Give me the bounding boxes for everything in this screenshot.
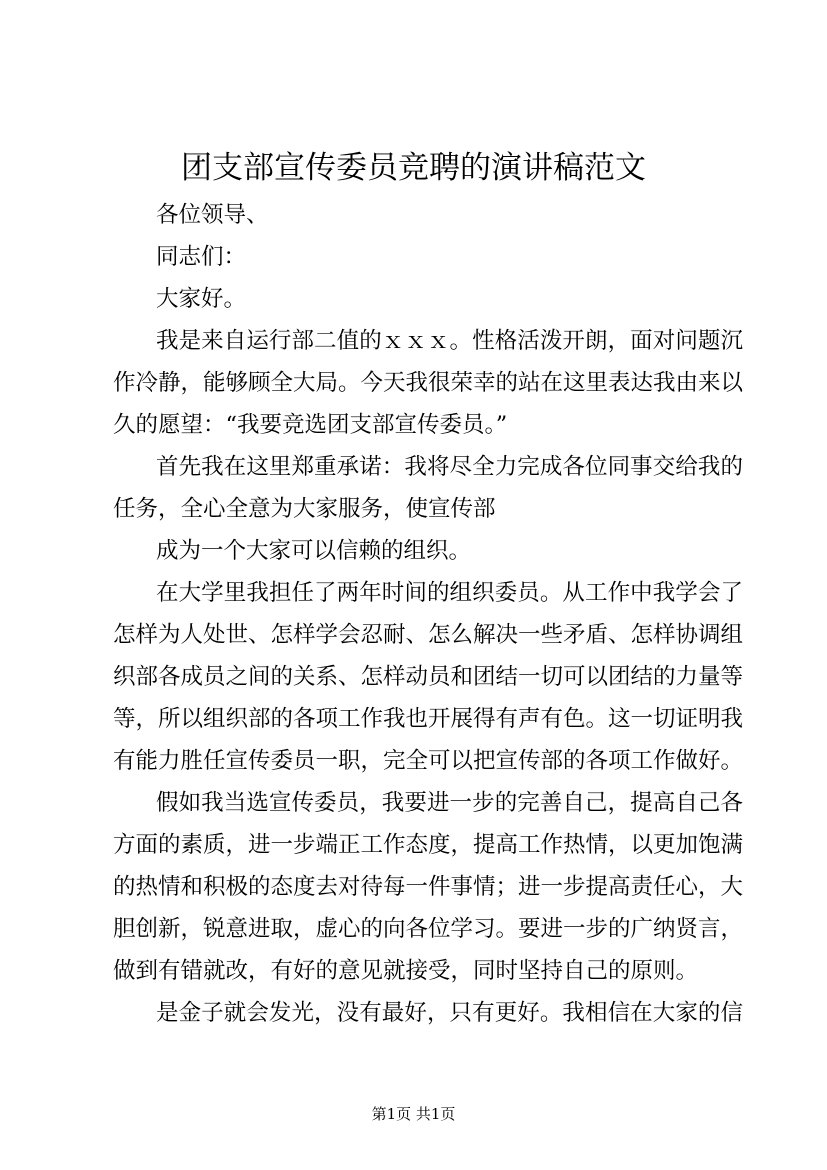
text-line: 任务，全心全意为大家服务，使宣传部 bbox=[113, 496, 496, 522]
text-line: 大家好。 bbox=[156, 286, 247, 312]
text-line: 在大学里我担任了两年时间的组织委员。从工作中我学会了 bbox=[156, 580, 743, 606]
text-line: 假如我当选宣传委员，我要进一步的完善自己，提高自己各 bbox=[156, 790, 743, 816]
document-body bbox=[113, 194, 743, 1034]
text-line: 等，所以组织部的各项工作我也开展得有声有色。这一切证明我 bbox=[113, 706, 744, 732]
text-line: 织部各成员之间的关系、怎样动员和团结一切可以团结的力量等 bbox=[113, 664, 744, 690]
document-title: 团支部宣传委员竞聘的演讲稿范文 bbox=[181, 150, 646, 186]
text-line: 同志们： bbox=[156, 244, 247, 270]
text-line: 方面的素质，进一步端正工作态度，提高工作热情，以更加饱满 bbox=[113, 832, 744, 858]
text-line: 久的愿望：“我要竞选团支部宣传委员。” bbox=[113, 412, 508, 438]
text-line: 作冷静，能够顾全大局。今天我很荣幸的站在这里表达我由来以 bbox=[113, 370, 744, 396]
text-line: 是金子就会发光，没有最好，只有更好。我相信在大家的信 bbox=[156, 1000, 743, 1026]
text-line: 成为一个大家可以信赖的组织。 bbox=[156, 538, 472, 564]
text-line: 我是来自运行部二值的ｘｘｘ。性格活泼开朗，面对问题沉 bbox=[156, 328, 743, 354]
text-line: 的热情和积极的态度去对待每一件事情；进一步提高责任心，大 bbox=[113, 874, 744, 900]
text-line: 怎样为人处世、怎样学会忍耐、怎么解决一些矛盾、怎样协调组 bbox=[113, 622, 744, 648]
text-line: 各位领导、 bbox=[156, 202, 269, 228]
text-line: 胆创新，锐意进取，虚心的向各位学习。要进一步的广纳贤言， bbox=[113, 916, 744, 942]
text-line: 做到有错就改，有好的意见就接受，同时坚持自己的原则。 bbox=[113, 958, 699, 984]
page-footer: 第1页 共1页 bbox=[371, 1105, 456, 1123]
text-line: 有能力胜任宣传委员一职，完全可以把宣传部的各项工作做好。 bbox=[113, 748, 744, 774]
text-line: 首先我在这里郑重承诺：我将尽全力完成各位同事交给我的 bbox=[156, 454, 743, 480]
